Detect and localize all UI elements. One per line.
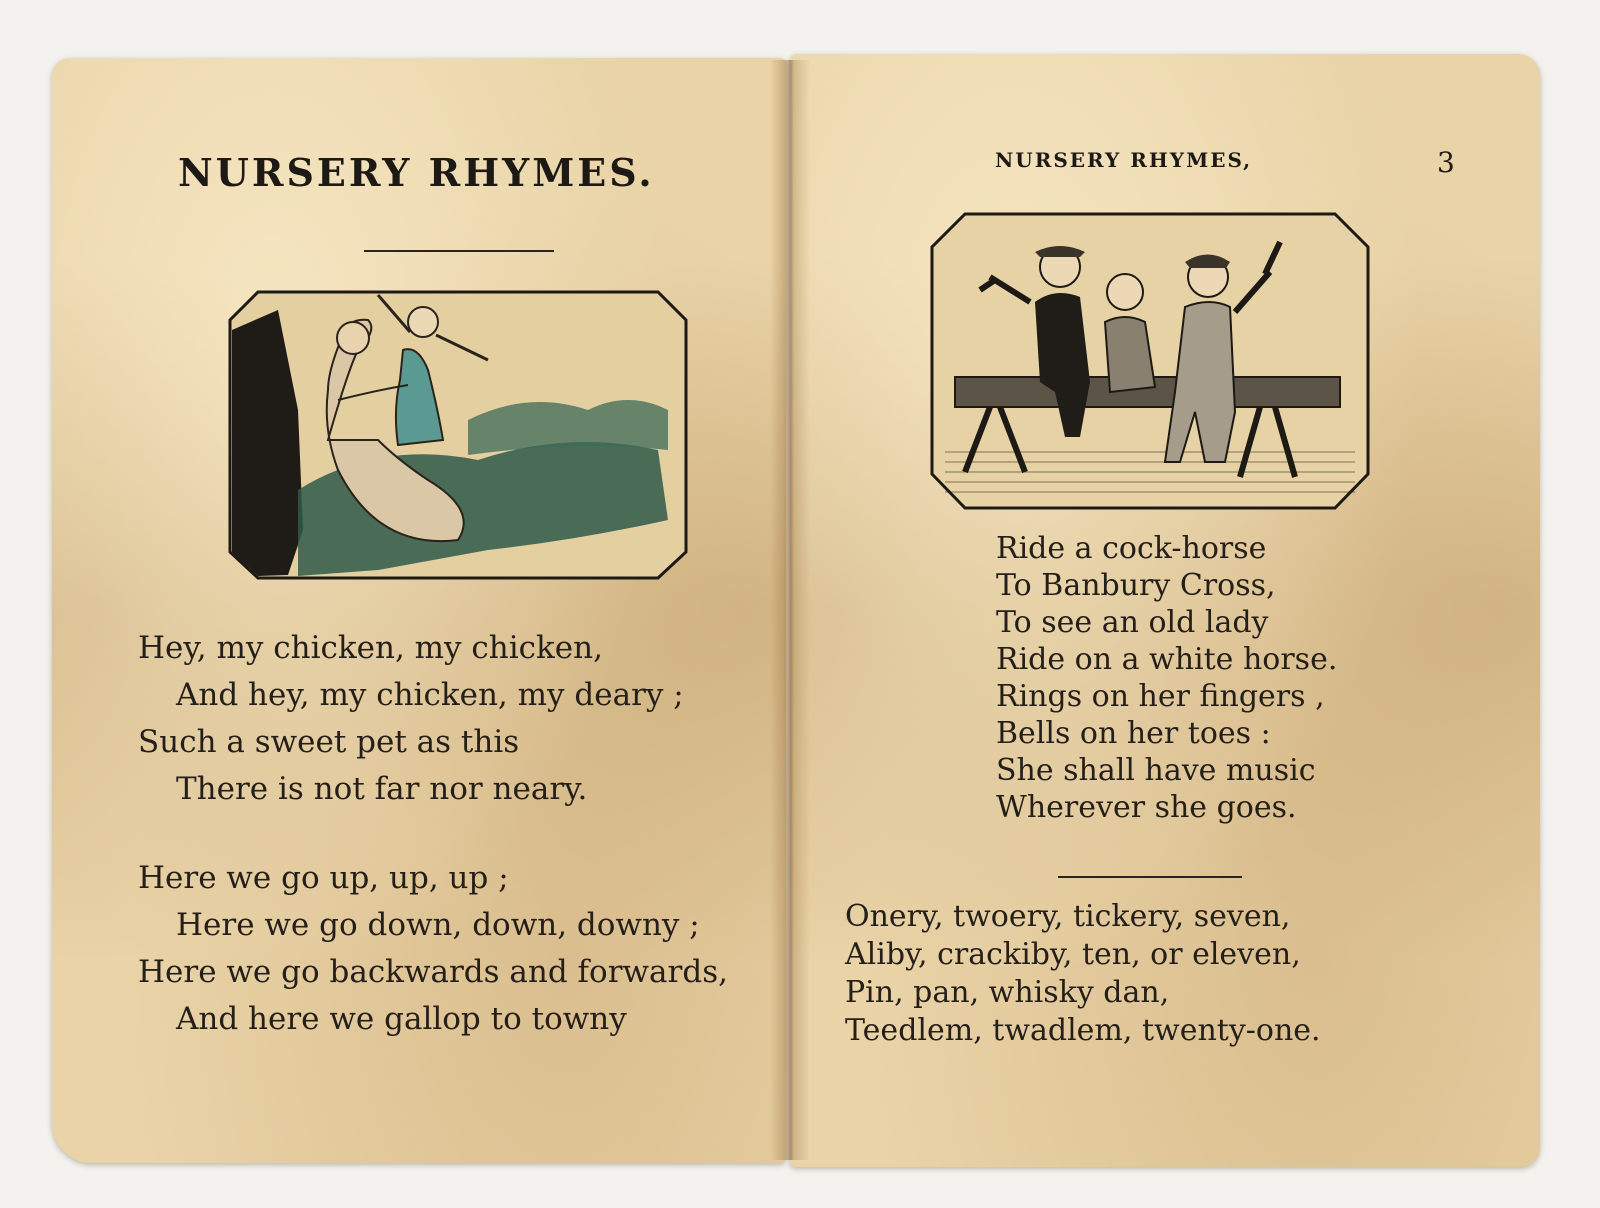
children-on-sawhorse-illustration bbox=[930, 212, 1370, 510]
running-head: NURSERY RHYMES, bbox=[995, 148, 1253, 172]
poem-hey-my-chicken bbox=[138, 625, 684, 813]
page-title: NURSERY RHYMES. bbox=[178, 150, 655, 195]
poem-here-we-go bbox=[138, 855, 728, 1043]
poem-ride-a-cock-horse bbox=[996, 530, 1337, 826]
poem-line: To see an old lady bbox=[996, 605, 1269, 640]
poem-line: Here we go backwards and forwards, bbox=[138, 954, 728, 990]
poem-line: Ride a cock-horse bbox=[996, 531, 1267, 566]
poem-line: She shall have music bbox=[996, 753, 1316, 788]
poem-line: And hey, my chicken, my deary ; bbox=[176, 677, 684, 713]
poem-line: To Banbury Cross, bbox=[996, 568, 1276, 603]
poem-line: Teedlem, twadlem, twenty-one. bbox=[845, 1013, 1321, 1048]
poem-line: Here we go down, down, downy ; bbox=[176, 907, 700, 943]
poem-line: Here we go up, up, up ; bbox=[138, 860, 509, 896]
poem-line: Pin, pan, whisky dan, bbox=[845, 975, 1170, 1010]
poem-onery-twoery bbox=[845, 898, 1321, 1050]
poem-line: Wherever she goes. bbox=[996, 790, 1297, 825]
title-divider bbox=[364, 250, 554, 252]
poem-line: Aliby, crackiby, ten, or eleven, bbox=[845, 937, 1301, 972]
poem-line: Hey, my chicken, my chicken, bbox=[138, 630, 603, 666]
poem-line: And here we gallop to towny bbox=[176, 1001, 627, 1037]
poem-line: Onery, twoery, tickery, seven, bbox=[845, 899, 1291, 934]
page-number: 3 bbox=[1437, 146, 1457, 179]
poem-line: Such a sweet pet as this bbox=[138, 724, 520, 760]
book-spine bbox=[770, 60, 810, 1160]
mother-and-child-illustration bbox=[228, 290, 688, 580]
poem-line: There is not far nor neary. bbox=[176, 771, 588, 807]
poem-divider bbox=[1058, 876, 1242, 878]
poem-line: Ride on a white horse. bbox=[996, 642, 1338, 677]
poem-line: Bells on her toes : bbox=[996, 716, 1271, 751]
poem-line: Rings on her fingers , bbox=[996, 679, 1325, 714]
